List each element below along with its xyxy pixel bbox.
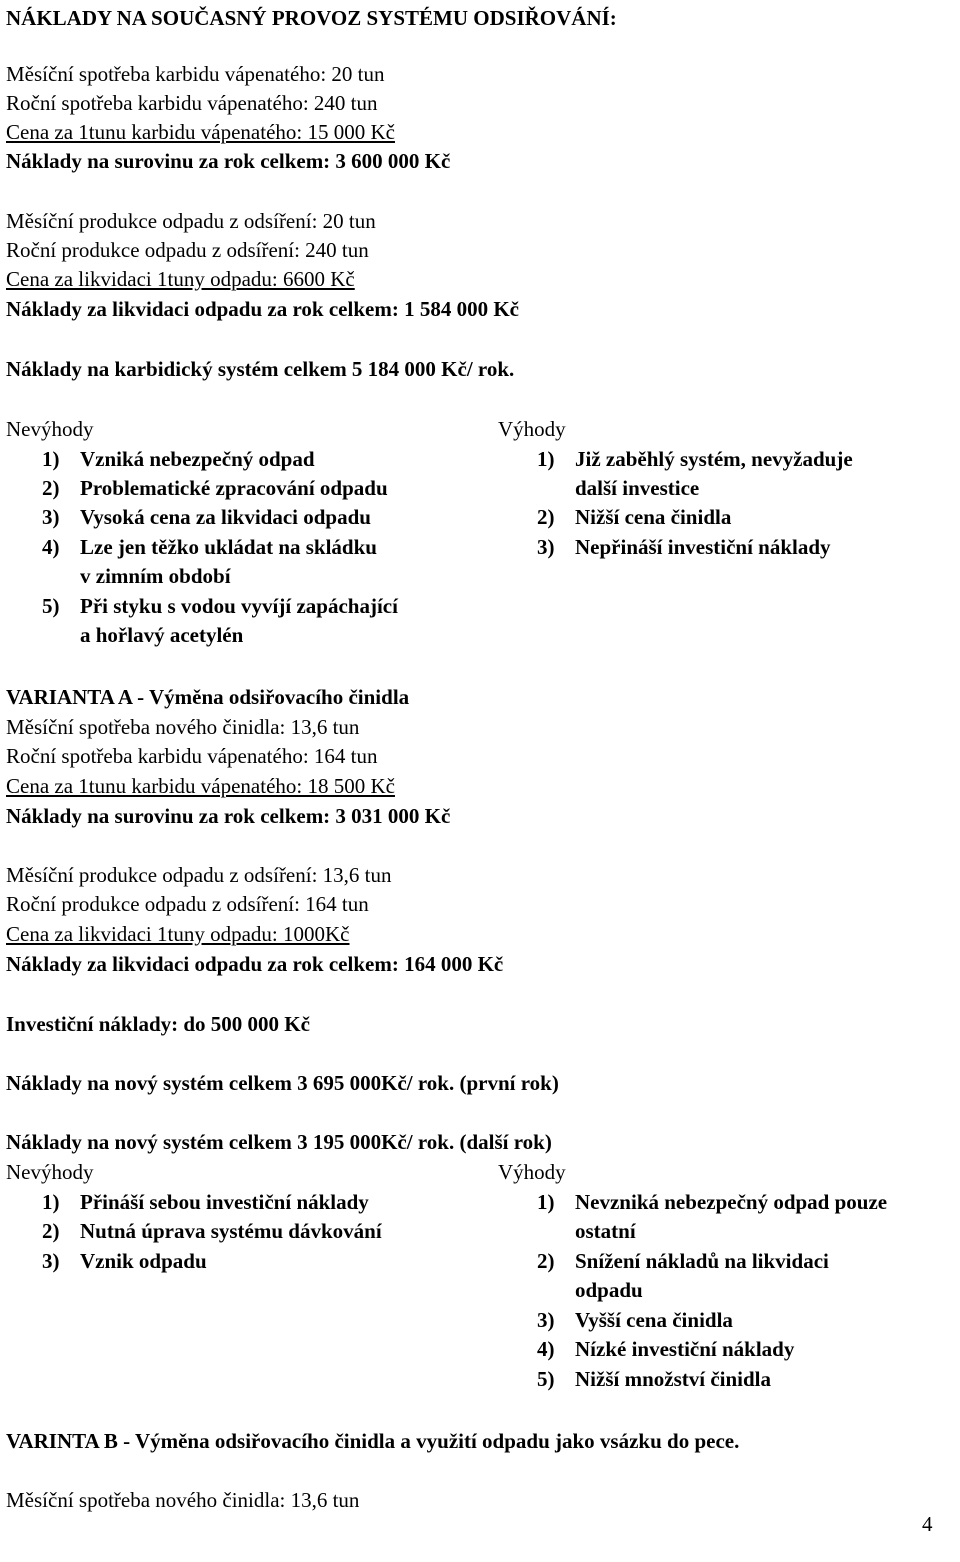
total-line: Náklady na nový systém celkem 3 695 000Kč/ rok. (první rok): [6, 1071, 559, 1095]
disadvantages-heading: Nevýhody: [6, 1160, 94, 1184]
list-item-continuation: v zimním období: [80, 564, 231, 588]
variant-b-heading: VARINTA B - Výměna odsiřovacího činidla a využití odpadu jako vsázku do pece.: [6, 1429, 740, 1453]
text-line: Měsíční spotřeba nového činidla: 13,6 tun: [6, 715, 360, 739]
list-item: 3) Vysoká cena za likvidaci odpadu: [42, 505, 371, 529]
list-item: 2) Nižší cena činidla: [537, 505, 732, 529]
list-item: 1) Přináší sebou investiční náklady: [42, 1190, 369, 1214]
list-item-continuation: ostatní: [575, 1219, 636, 1243]
section-heading: NÁKLADY NA SOUČASNÝ PROVOZ SYSTÉMU ODSIŘOVÁNÍ:: [6, 6, 617, 30]
text-line: Cena za 1tunu karbidu vápenatého: 18 500 Kč: [6, 774, 395, 798]
advantages-heading: Výhody: [498, 417, 566, 441]
list-item: 2) Nutná úprava systému dávkování: [42, 1219, 382, 1243]
text-line: Cena za likvidaci 1tuny odpadu: 6600 Kč: [6, 267, 355, 291]
investment-line: Investiční náklady: do 500 000 Kč: [6, 1012, 310, 1036]
text-line: Cena za likvidaci 1tuny odpadu: 1000Kč: [6, 922, 350, 946]
text-line: Měsíční produkce odpadu z odsíření: 13,6 tun: [6, 863, 392, 887]
text-line: Cena za 1tunu karbidu vápenatého: 15 000 Kč: [6, 120, 395, 144]
list-item-continuation: a hořlavý acetylén: [80, 623, 244, 647]
text-line: Roční spotřeba karbidu vápenatého: 164 tun: [6, 744, 378, 768]
text-line: Roční spotřeba karbidu vápenatého: 240 tun: [6, 91, 378, 115]
text-line: Měsíční spotřeba nového činidla: 13,6 tun: [6, 1488, 360, 1512]
disadvantages-heading: Nevýhody: [6, 417, 94, 441]
list-item: 1) Nevzniká nebezpečný odpad pouze: [537, 1190, 888, 1214]
variant-a-heading: VARIANTA A - Výměna odsiřovacího činidla: [6, 685, 410, 709]
subtotal-line: Náklady na surovinu za rok celkem: 3 600 000 Kč: [6, 149, 451, 173]
total-line: Náklady na nový systém celkem 3 195 000Kč/ rok. (další rok): [6, 1130, 552, 1154]
list-item: 3) Vznik odpadu: [42, 1249, 207, 1273]
text-line: Roční produkce odpadu z odsíření: 164 tun: [6, 892, 369, 916]
list-item-continuation: další investice: [575, 476, 700, 500]
text-line: Roční produkce odpadu z odsíření: 240 tun: [6, 238, 369, 262]
list-item: 2) Snížení nákladů na likvidaci: [537, 1249, 829, 1273]
total-line: Náklady na karbidický systém celkem 5 184 000 Kč/ rok.: [6, 357, 515, 381]
subtotal-line: Náklady za likvidaci odpadu za rok celkem: 1 584 000 Kč: [6, 297, 519, 321]
list-item: 4) Nízké investiční náklady: [537, 1337, 795, 1361]
list-item: 3) Vyšší cena činidla: [537, 1308, 733, 1332]
list-item: 5) Nižší množství činidla: [537, 1367, 772, 1391]
list-item: 1) Vzniká nebezpečný odpad: [42, 447, 315, 471]
text-line: Měsíční produkce odpadu z odsíření: 20 tun: [6, 209, 376, 233]
list-item: 5) Při styku s vodou vyvíjí zapáchající: [42, 594, 398, 618]
list-item: 2) Problematické zpracování odpadu: [42, 476, 388, 500]
advantages-heading: Výhody: [498, 1160, 566, 1184]
subtotal-line: Náklady na surovinu za rok celkem: 3 031 000 Kč: [6, 804, 451, 828]
text-line: Měsíční spotřeba karbidu vápenatého: 20 tun: [6, 62, 385, 86]
page-number: 4: [922, 1512, 933, 1536]
list-item: 1) Již zaběhlý systém, nevyžaduje: [537, 447, 853, 471]
subtotal-line: Náklady za likvidaci odpadu za rok celkem: 164 000 Kč: [6, 952, 504, 976]
list-item: 4) Lze jen těžko ukládat na skládku: [42, 535, 377, 559]
list-item: 3) Nepřináší investiční náklady: [537, 535, 831, 559]
list-item-continuation: odpadu: [575, 1278, 643, 1302]
